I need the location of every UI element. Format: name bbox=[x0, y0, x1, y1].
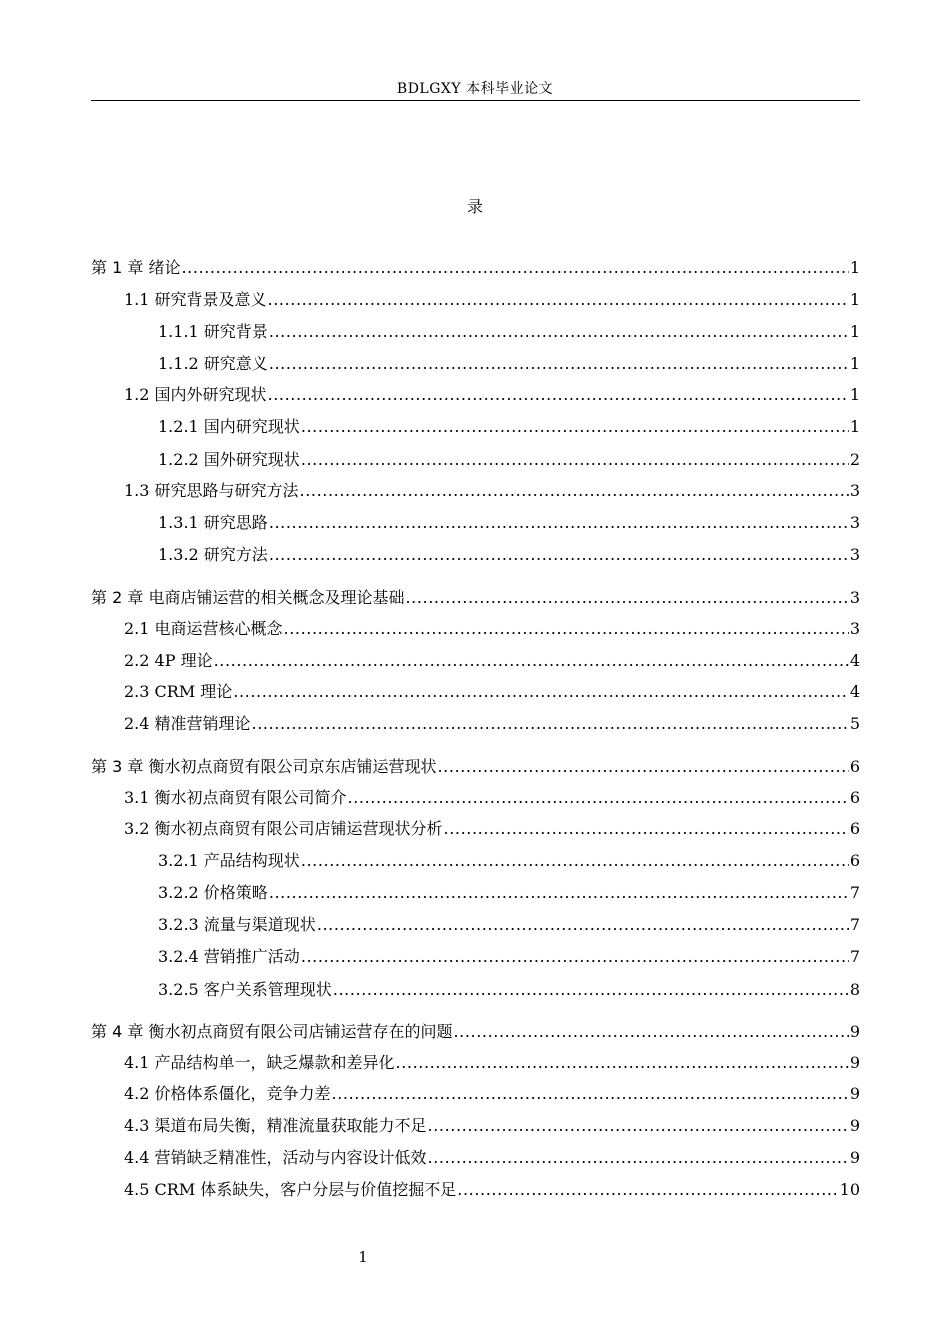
toc-entry-label: 2.2 4P 理论 bbox=[124, 651, 213, 670]
toc-entry-label: 1.3.2 研究方法 bbox=[158, 545, 268, 564]
toc-entry-label: 2.3 CRM 理论 bbox=[124, 682, 233, 701]
toc-entry-page: 9 bbox=[849, 1053, 860, 1072]
toc-subsection-entry[interactable] bbox=[158, 513, 860, 533]
toc-entry-page: 3 bbox=[849, 588, 860, 607]
toc-leader-dots bbox=[269, 322, 849, 342]
toc-entry-label: 4.1 产品结构单一，缺乏爆款和差异化 bbox=[124, 1053, 395, 1072]
toc-leader-dots bbox=[444, 819, 849, 839]
toc-section-entry[interactable] bbox=[124, 481, 860, 501]
toc-leader-dots bbox=[301, 450, 849, 470]
toc-entry-page: 6 bbox=[849, 788, 860, 807]
toc-entry-page: 2 bbox=[849, 450, 860, 469]
toc-entry-page: 4 bbox=[849, 682, 860, 701]
header-rule bbox=[91, 100, 860, 101]
toc-entry-page: 10 bbox=[839, 1180, 860, 1199]
toc-entry-page: 1 bbox=[849, 322, 860, 341]
toc-entry-label: 2.4 精准营销理论 bbox=[124, 714, 251, 733]
toc-chapter-entry[interactable] bbox=[91, 757, 860, 777]
toc-section-entry[interactable] bbox=[124, 819, 860, 839]
toc-entry-label: 3.1 衡水初点商贸有限公司简介 bbox=[124, 788, 347, 807]
toc-section-entry[interactable] bbox=[124, 682, 860, 702]
toc-leader-dots bbox=[214, 651, 849, 671]
toc-entry-label: 3.2 衡水初点商贸有限公司店铺运营现状分析 bbox=[124, 819, 443, 838]
toc-leader-dots bbox=[453, 1022, 848, 1042]
toc-subsection-entry[interactable] bbox=[158, 450, 860, 470]
toc-entry-label: 4.4 营销缺乏精准性，活动与内容设计低效 bbox=[124, 1148, 427, 1167]
toc-title: 录 bbox=[466, 197, 483, 216]
toc-entry-label: 第 2 章 电商店铺运营的相关概念及理论基础 bbox=[91, 588, 405, 607]
toc-leader-dots bbox=[405, 588, 848, 608]
toc-subsection-entry[interactable] bbox=[158, 883, 860, 903]
toc-subsection-entry[interactable] bbox=[158, 417, 860, 437]
toc-entry-label: 第 1 章 绪论 bbox=[91, 258, 181, 277]
toc-entry-page: 9 bbox=[849, 1084, 860, 1103]
toc-leader-dots bbox=[181, 258, 848, 278]
toc-leader-dots bbox=[348, 788, 849, 808]
toc-entry-page: 1 bbox=[849, 385, 860, 404]
toc-entry-page: 3 bbox=[849, 619, 860, 638]
toc-leader-dots bbox=[268, 290, 849, 310]
toc-entry-page: 9 bbox=[849, 1148, 860, 1167]
toc-chapter-entry[interactable] bbox=[91, 258, 860, 278]
toc-entry-page: 9 bbox=[849, 1116, 860, 1135]
toc-leader-dots bbox=[317, 915, 849, 935]
toc-subsection-entry[interactable] bbox=[158, 354, 860, 374]
toc-leader-dots bbox=[269, 545, 849, 565]
toc-section-entry[interactable] bbox=[124, 290, 860, 310]
toc-leader-dots bbox=[428, 1116, 849, 1136]
toc-leader-dots bbox=[428, 1148, 849, 1168]
toc-entry-page: 4 bbox=[849, 651, 860, 670]
toc-section-entry[interactable] bbox=[124, 651, 860, 671]
toc-leader-dots bbox=[233, 682, 849, 702]
toc-section-entry[interactable] bbox=[124, 1053, 860, 1073]
toc-entry-label: 3.2.3 流量与渠道现状 bbox=[158, 915, 316, 934]
toc-entry-page: 6 bbox=[849, 819, 860, 838]
toc-subsection-entry[interactable] bbox=[158, 947, 860, 967]
toc-entry-page: 6 bbox=[849, 757, 860, 776]
toc-entry-label: 1.2.1 国内研究现状 bbox=[158, 417, 300, 436]
toc-leader-dots bbox=[269, 354, 849, 374]
toc-leader-dots bbox=[301, 947, 849, 967]
toc-chapter-entry[interactable] bbox=[91, 1022, 860, 1042]
toc-entry-page: 1 bbox=[849, 354, 860, 373]
toc-leader-dots bbox=[252, 714, 849, 734]
toc-subsection-entry[interactable] bbox=[158, 545, 860, 565]
running-header: BDLGXY 本科毕业论文 bbox=[396, 81, 554, 97]
toc-section-entry[interactable] bbox=[124, 714, 860, 734]
toc-section-entry[interactable] bbox=[124, 1148, 860, 1168]
toc-leader-dots bbox=[301, 851, 849, 871]
toc-section-entry[interactable] bbox=[124, 788, 860, 808]
toc-section-entry[interactable] bbox=[124, 1084, 860, 1104]
toc-leader-dots bbox=[284, 619, 849, 639]
toc-section-entry[interactable] bbox=[124, 619, 860, 639]
toc-leader-dots bbox=[396, 1053, 849, 1073]
toc-entry-page: 7 bbox=[849, 883, 860, 902]
toc-leader-dots bbox=[301, 417, 849, 437]
toc-entry-page: 3 bbox=[849, 545, 860, 564]
toc-entry-label: 3.2.2 价格策略 bbox=[158, 883, 268, 902]
toc-leader-dots bbox=[437, 757, 848, 777]
toc-leader-dots bbox=[457, 1180, 838, 1200]
toc-entry-label: 3.2.4 营销推广活动 bbox=[158, 947, 300, 966]
toc-entry-page: 3 bbox=[849, 481, 860, 500]
toc-entry-page: 1 bbox=[849, 417, 860, 436]
toc-leader-dots bbox=[268, 385, 849, 405]
toc-entry-page: 3 bbox=[849, 513, 860, 532]
toc-section-entry[interactable] bbox=[124, 1116, 860, 1136]
toc-subsection-entry[interactable] bbox=[158, 322, 860, 342]
toc-chapter-entry[interactable] bbox=[91, 588, 860, 608]
toc-entry-label: 第 3 章 衡水初点商贸有限公司京东店铺运营现状 bbox=[91, 757, 437, 776]
toc-entry-label: 1.1 研究背景及意义 bbox=[124, 290, 267, 309]
toc-leader-dots bbox=[332, 1084, 849, 1104]
toc-entry-label: 第 4 章 衡水初点商贸有限公司店铺运营存在的问题 bbox=[91, 1022, 453, 1041]
toc-leader-dots bbox=[333, 980, 849, 1000]
toc-leader-dots bbox=[269, 883, 849, 903]
toc-entry-label: 1.3 研究思路与研究方法 bbox=[124, 481, 299, 500]
toc-leader-dots bbox=[269, 513, 849, 533]
toc-entry-label: 1.3.1 研究思路 bbox=[158, 513, 268, 532]
toc-section-entry[interactable] bbox=[124, 385, 860, 405]
toc-entry-page: 6 bbox=[849, 851, 860, 870]
toc-leader-dots bbox=[300, 481, 849, 501]
toc-entry-page: 7 bbox=[849, 947, 860, 966]
toc-entry-page: 1 bbox=[849, 258, 860, 277]
toc-entry-label: 1.1.1 研究背景 bbox=[158, 322, 268, 341]
toc-subsection-entry[interactable] bbox=[158, 915, 860, 935]
toc-subsection-entry[interactable] bbox=[158, 851, 860, 871]
toc-entry-label: 3.2.5 客户关系管理现状 bbox=[158, 980, 332, 999]
toc-entry-label: 1.2.2 国外研究现状 bbox=[158, 450, 300, 469]
toc-entry-page: 9 bbox=[849, 1022, 860, 1041]
toc-entry-label: 3.2.1 产品结构现状 bbox=[158, 851, 300, 870]
toc-entry-page: 7 bbox=[849, 915, 860, 934]
toc-entry-label: 2.1 电商运营核心概念 bbox=[124, 619, 283, 638]
toc-entry-label: 4.2 价格体系僵化，竞争力差 bbox=[124, 1084, 331, 1103]
toc-subsection-entry[interactable] bbox=[158, 980, 860, 1000]
page-number: 1 bbox=[358, 1248, 368, 1266]
toc-entry-label: 4.5 CRM 体系缺失，客户分层与价值挖掘不足 bbox=[124, 1180, 457, 1199]
toc-entry-page: 8 bbox=[849, 980, 860, 999]
toc-section-entry[interactable] bbox=[124, 1180, 860, 1200]
toc-entry-label: 1.2 国内外研究现状 bbox=[124, 385, 267, 404]
toc-entry-label: 4.3 渠道布局失衡，精准流量获取能力不足 bbox=[124, 1116, 427, 1135]
toc-entry-label: 1.1.2 研究意义 bbox=[158, 354, 268, 373]
toc-entry-page: 1 bbox=[849, 290, 860, 309]
toc-entry-page: 5 bbox=[849, 714, 860, 733]
